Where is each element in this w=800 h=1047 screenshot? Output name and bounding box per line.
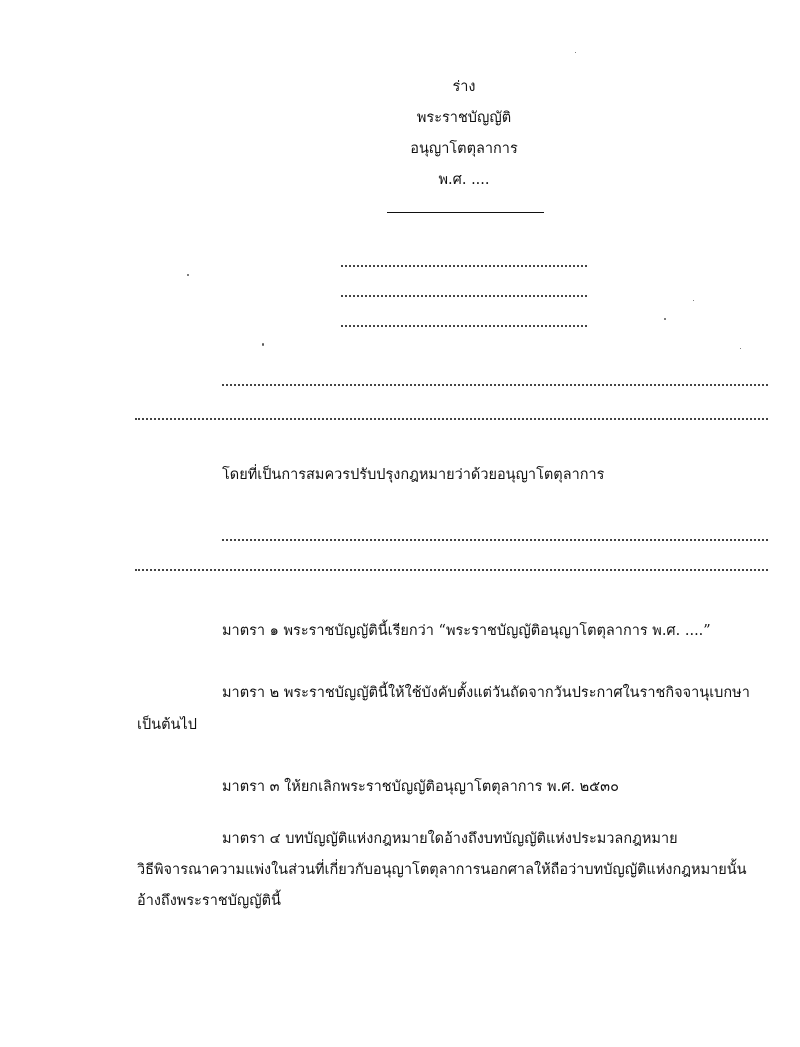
section-4-line-1: มาตรา ๔ บทบัญญัติแห่งกฎหมายใดอ้างถึงบทบัญญัติแห่งประมวลกฎหมาย <box>222 831 678 847</box>
draft-label: ร่าง <box>452 79 476 95</box>
scan-speck <box>575 52 576 53</box>
act-year: พ.ศ. .... <box>438 172 490 188</box>
section-4-line-3: อ้างถึงพระราชบัญญัตินี้ <box>137 893 281 909</box>
dotted-line-1 <box>341 265 587 267</box>
dotted-line-6 <box>222 539 768 541</box>
dotted-line-7 <box>135 569 768 571</box>
section-1: มาตรา ๑ พระราชบัญญัตินี้เรียกว่า “พระราชบัญญัติอนุญาโตตุลาการ พ.ศ. ....” <box>222 623 711 639</box>
act-type-title: พระราชบัญญัติ <box>416 110 512 126</box>
scan-speck <box>262 343 264 346</box>
scan-speck <box>740 348 741 349</box>
dotted-line-3 <box>341 325 587 327</box>
scan-speck <box>693 300 694 301</box>
act-name-title: อนุญาโตตุลาการ <box>410 141 518 157</box>
preamble-text: โดยที่เป็นการสมควรปรับปรุงกฎหมายว่าด้วยอนุญาโตตุลาการ <box>222 467 605 483</box>
dotted-line-4 <box>222 384 768 386</box>
section-4-line-2: วิธีพิจารณาความแพ่งในส่วนที่เกี่ยวกับอนุญาโตตุลาการนอกศาลให้ถือว่าบทบัญญัติแห่งกฎหมายนั้น <box>137 862 747 878</box>
section-2-line-2: เป็นต้นไป <box>137 717 197 733</box>
scan-speck <box>187 274 189 276</box>
dotted-line-2 <box>341 295 587 297</box>
dotted-line-5 <box>135 418 768 420</box>
section-2-line-1: มาตรา ๒ พระราชบัญญัตินี้ให้ใช้บังคับตั้งแต่วันถัดจากวันประกาศในราชกิจจานุเบกษา <box>222 685 750 701</box>
section-3: มาตรา ๓ ให้ยกเลิกพระราชบัญญัติอนุญาโตตุลาการ พ.ศ. ๒๕๓๐ <box>222 779 619 795</box>
header-rule <box>387 212 544 213</box>
scan-speck <box>664 318 666 320</box>
